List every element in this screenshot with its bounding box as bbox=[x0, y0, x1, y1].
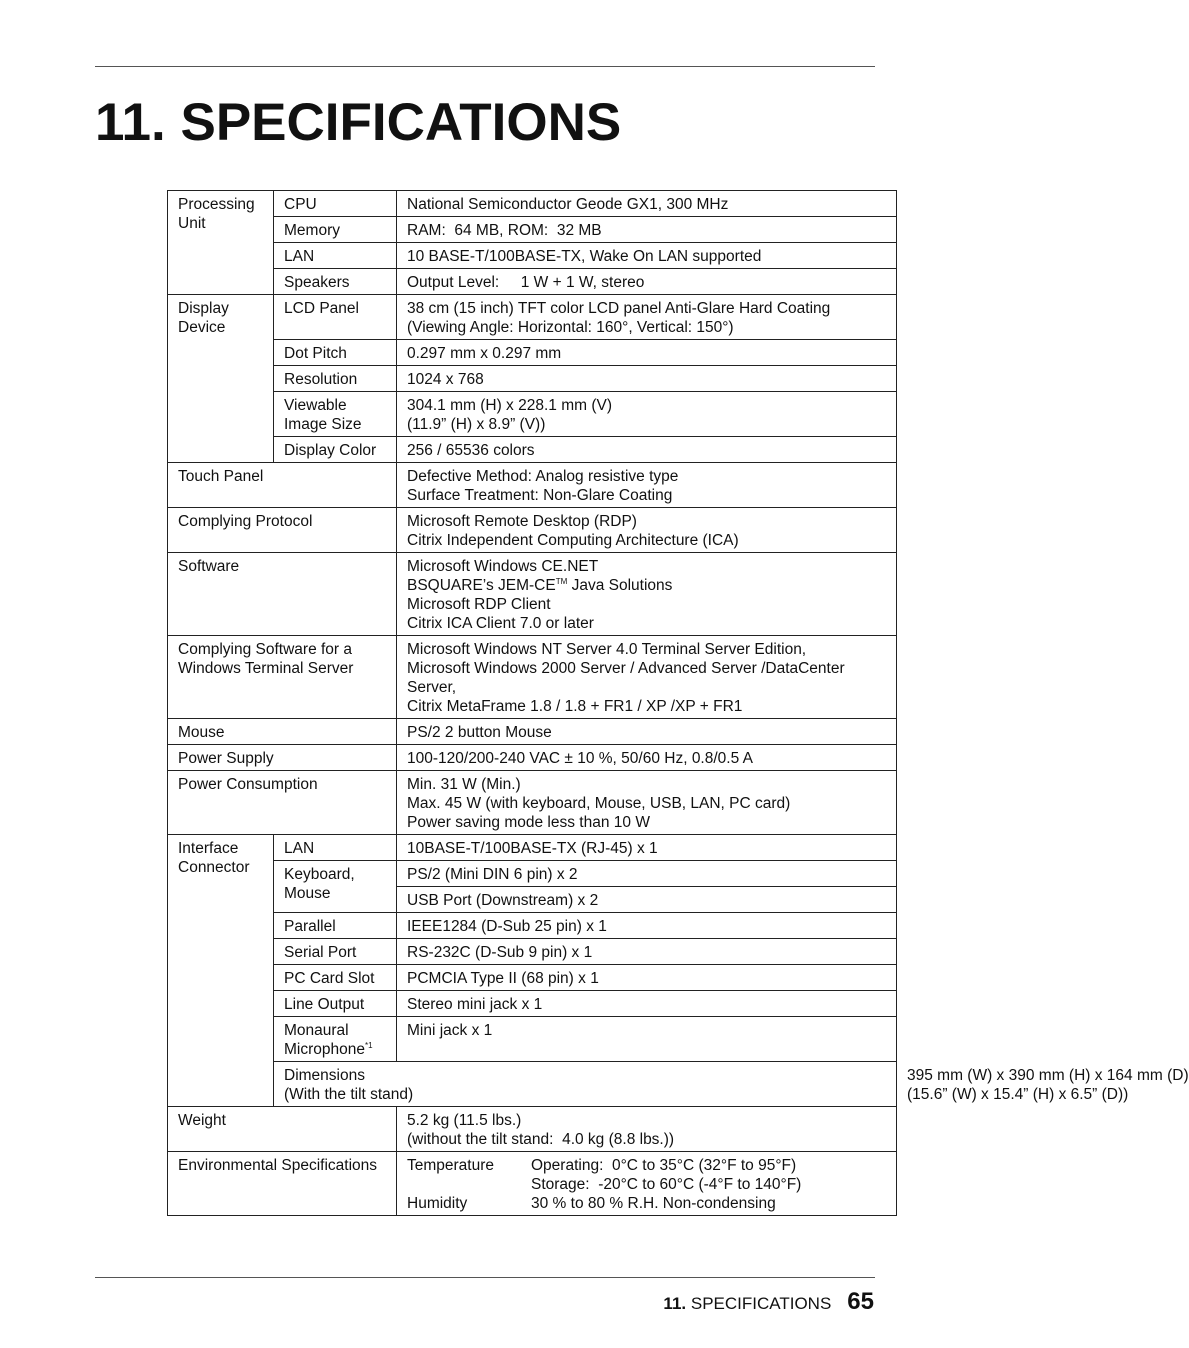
category-cell: Environmental Specifications bbox=[168, 1152, 397, 1216]
table-row bbox=[168, 835, 897, 861]
value-cell: 1024 x 768 bbox=[397, 366, 897, 392]
category-cell: Complying Protocol bbox=[168, 508, 397, 553]
value-line: Max. 45 W (with keyboard, Mouse, USB, LAN, PC card) bbox=[407, 795, 791, 812]
value-cell: RS-232C (D-Sub 9 pin) x 1 bbox=[397, 939, 897, 965]
value-line: Microsoft RDP Client bbox=[407, 596, 551, 613]
table-row bbox=[168, 1152, 897, 1216]
item-cell: Memory bbox=[274, 217, 397, 243]
item-cell: Parallel bbox=[274, 913, 397, 939]
value-cell bbox=[397, 392, 897, 437]
footer-chapter-name: SPECIFICATIONS bbox=[690, 1294, 832, 1313]
value-cell bbox=[397, 295, 897, 340]
footer-chapter-number: 11. bbox=[663, 1294, 687, 1313]
table-row bbox=[168, 913, 897, 939]
item-cell: Resolution bbox=[274, 366, 397, 392]
table-row bbox=[168, 965, 897, 991]
value-cell: Output Level: 1 W + 1 W, stereo bbox=[397, 269, 897, 295]
item-cell: Dot Pitch bbox=[274, 340, 397, 366]
page-number: 65 bbox=[847, 1288, 874, 1315]
item-cell: LCD Panel bbox=[274, 295, 397, 340]
value-text: BSQUARE’s JEM-CE bbox=[407, 577, 556, 594]
table-row bbox=[168, 745, 897, 771]
table-row bbox=[168, 340, 897, 366]
env-label: Temperature bbox=[407, 1157, 495, 1174]
item-cell: Line Output bbox=[274, 991, 397, 1017]
value-cell: PCMCIA Type II (68 pin) x 1 bbox=[397, 965, 897, 991]
category-cell: Display Device bbox=[168, 295, 274, 463]
value-line: Microsoft Windows NT Server 4.0 Terminal Server Edition, bbox=[407, 641, 807, 658]
environment-grid bbox=[407, 1156, 886, 1213]
table-row bbox=[168, 392, 897, 437]
item-cell: LAN bbox=[274, 243, 397, 269]
category-cell: Processing Unit bbox=[168, 191, 274, 295]
item-cell bbox=[274, 1017, 397, 1062]
table-row bbox=[168, 463, 897, 508]
footnote-mark: *1 bbox=[365, 1040, 373, 1050]
table-row bbox=[168, 991, 897, 1017]
value-cell: 256 / 65536 colors bbox=[397, 437, 897, 463]
item-cell: Serial Port bbox=[274, 939, 397, 965]
category-cell bbox=[274, 1062, 897, 1107]
table-row bbox=[168, 1107, 897, 1152]
table-row bbox=[168, 939, 897, 965]
table-row bbox=[168, 1017, 897, 1062]
table-row bbox=[168, 437, 897, 463]
value-line: Microsoft Windows 2000 Server / Advanced Server /DataCenter Server, bbox=[407, 660, 845, 696]
value-cell: National Semiconductor Geode GX1, 300 MHz bbox=[397, 191, 897, 217]
specifications-table bbox=[167, 190, 1189, 1216]
top-rule bbox=[95, 66, 875, 67]
env-label bbox=[407, 1175, 531, 1194]
value-cell: 100-120/200-240 VAC ± 10 %, 50/60 Hz, 0.8/0.5 A bbox=[397, 745, 897, 771]
trademark-mark: TM bbox=[555, 576, 568, 586]
item-cell: PC Card Slot bbox=[274, 965, 397, 991]
value-cell bbox=[397, 508, 897, 553]
table-row bbox=[168, 771, 897, 835]
value-line: Microsoft Remote Desktop (RDP) bbox=[407, 513, 637, 530]
value-cell: RAM: 64 MB, ROM: 32 MB bbox=[397, 217, 897, 243]
value-line: Citrix MetaFrame 1.8 / 1.8 + FR1 / XP /XP + FR1 bbox=[407, 698, 743, 715]
value-cell bbox=[397, 1107, 897, 1152]
table-row bbox=[168, 243, 897, 269]
page-footer bbox=[663, 1288, 874, 1316]
item-cell: LAN bbox=[274, 835, 397, 861]
page-title: 11. SPECIFICATIONS bbox=[95, 93, 622, 152]
value-line: Defective Method: Analog resistive type bbox=[407, 468, 679, 485]
value-line: 304.1 mm (H) x 228.1 mm (V) bbox=[407, 397, 612, 414]
value-cell: 10BASE-T/100BASE-TX (RJ-45) x 1 bbox=[397, 835, 897, 861]
value-line: Min. 31 W (Min.) bbox=[407, 776, 521, 793]
env-label: Humidity bbox=[407, 1195, 468, 1212]
category-cell: Mouse bbox=[168, 719, 397, 745]
category-cell: Complying Software for a Windows Terminal Server bbox=[168, 636, 397, 719]
footer-chapter bbox=[663, 1294, 831, 1314]
item-line bbox=[284, 1040, 386, 1059]
category-cell: Power Consumption bbox=[168, 771, 397, 835]
table-row bbox=[168, 861, 897, 887]
value-cell: Stereo mini jack x 1 bbox=[397, 991, 897, 1017]
value-line: (without the tilt stand: 4.0 kg (8.8 lbs.)) bbox=[407, 1131, 675, 1148]
value-cell: PS/2 (Mini DIN 6 pin) x 2 bbox=[397, 861, 897, 887]
item-cell: Speakers bbox=[274, 269, 397, 295]
value-cell: PS/2 2 button Mouse bbox=[397, 719, 897, 745]
value-line: (11.9” (H) x 8.9” (V)) bbox=[407, 416, 546, 433]
item-line: Monaural bbox=[284, 1022, 349, 1039]
category-cell: Touch Panel bbox=[168, 463, 397, 508]
value-line: 5.2 kg (11.5 lbs.) bbox=[407, 1112, 522, 1129]
category-line: (With the tilt stand) bbox=[284, 1086, 414, 1103]
value-cell: USB Port (Downstream) x 2 bbox=[397, 887, 897, 913]
value-cell bbox=[397, 636, 897, 719]
table-row bbox=[168, 269, 897, 295]
value-line bbox=[407, 576, 886, 595]
table-row: Dimensions (With the tilt stand) 395 mm (W) x 390 mm (H) x 164 mm (D) (15.6” (W) x 15.4” (H) x 6.5” (D)) bbox=[168, 1062, 897, 1107]
table-row bbox=[168, 636, 897, 719]
bottom-rule bbox=[95, 1277, 875, 1278]
value-cell: 0.297 mm x 0.297 mm bbox=[397, 340, 897, 366]
category-cell: Interface Connector bbox=[168, 835, 274, 1107]
category-cell: Power Supply bbox=[168, 745, 397, 771]
item-cell: Keyboard, Mouse bbox=[274, 861, 397, 913]
value-line: Citrix Independent Computing Architecture (ICA) bbox=[407, 532, 739, 549]
category-line: Dimensions bbox=[284, 1067, 365, 1084]
table-row bbox=[168, 295, 897, 340]
env-value: 30 % to 80 % R.H. Non-condensing bbox=[531, 1195, 776, 1212]
value-line: Power saving mode less than 10 W bbox=[407, 814, 650, 831]
value-line: (Viewing Angle: Horizontal: 160°, Vertical: 150°) bbox=[407, 319, 734, 336]
value-line: Citrix ICA Client 7.0 or later bbox=[407, 615, 594, 632]
item-cell: Display Color bbox=[274, 437, 397, 463]
value-cell: 10 BASE-T/100BASE-TX, Wake On LAN supported bbox=[397, 243, 897, 269]
table-row bbox=[168, 508, 897, 553]
item-text: Microphone bbox=[284, 1041, 365, 1058]
value-cell bbox=[397, 553, 897, 636]
table-row bbox=[168, 366, 897, 392]
value-cell bbox=[397, 1152, 897, 1216]
table-row bbox=[168, 719, 897, 745]
item-cell: CPU bbox=[274, 191, 397, 217]
value-line: Microsoft Windows CE.NET bbox=[407, 558, 599, 575]
value-cell: Mini jack x 1 bbox=[397, 1017, 897, 1062]
value-cell bbox=[397, 771, 897, 835]
value-line: Surface Treatment: Non-Glare Coating bbox=[407, 487, 673, 504]
item-cell: Viewable Image Size bbox=[274, 392, 397, 437]
env-value: Storage: -20°C to 60°C (-4°F to 140°F) bbox=[531, 1176, 802, 1193]
value-cell: IEEE1284 (D-Sub 25 pin) x 1 bbox=[397, 913, 897, 939]
category-cell: Software bbox=[168, 553, 397, 636]
value-text: Java Solutions bbox=[567, 577, 673, 594]
env-value: Operating: 0°C to 35°C (32°F to 95°F) bbox=[531, 1157, 797, 1174]
table-row bbox=[168, 217, 897, 243]
table-row bbox=[168, 191, 897, 217]
value-cell bbox=[397, 463, 897, 508]
table-row bbox=[168, 553, 897, 636]
category-cell: Weight bbox=[168, 1107, 397, 1152]
value-line: 38 cm (15 inch) TFT color LCD panel Anti-Glare Hard Coating bbox=[407, 300, 831, 317]
